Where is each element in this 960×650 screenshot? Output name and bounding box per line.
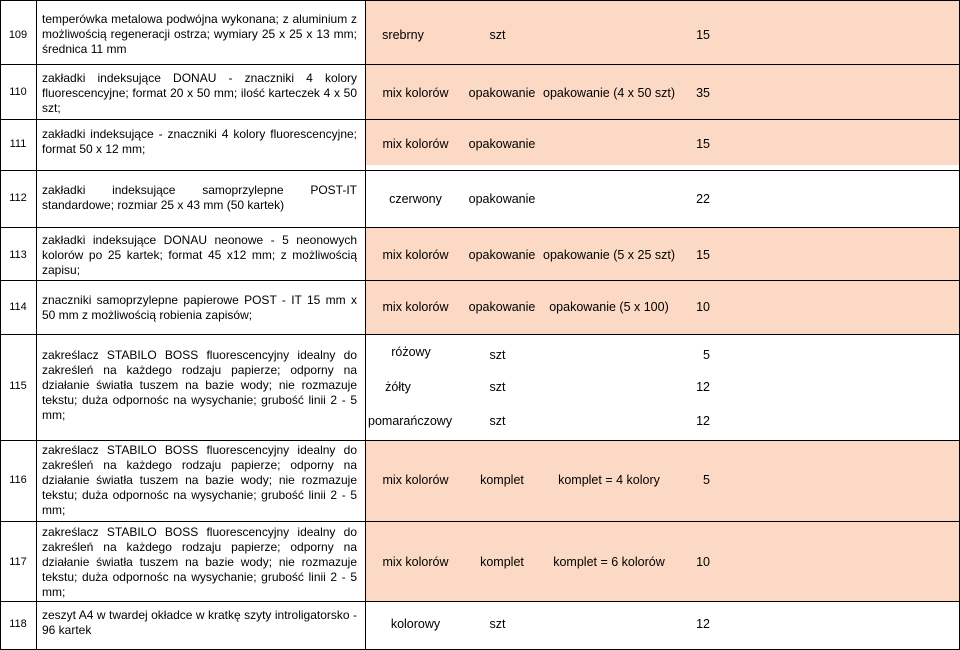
item-quantity: 12 bbox=[696, 380, 710, 394]
item-color: kolorowy bbox=[390, 617, 441, 631]
item-unit: szt bbox=[489, 414, 506, 428]
item-color: różowy bbox=[391, 345, 431, 359]
item-packaging: opakowanie (4 x 50 szt) bbox=[543, 86, 676, 100]
item-quantity: 5 bbox=[703, 473, 710, 487]
item-unit: komplet bbox=[480, 555, 524, 569]
item-unit: opakowanie bbox=[468, 137, 536, 151]
item-unit: szt bbox=[489, 348, 506, 362]
item-quantity: 35 bbox=[696, 86, 710, 100]
item-unit: szt bbox=[489, 380, 506, 394]
item-description: zakładki indeksujące - znaczniki 4 kolory fluorescencyjne; format 50 x 12 mm; bbox=[42, 127, 357, 156]
item-unit: opakowanie bbox=[468, 86, 536, 100]
row-number: 111 bbox=[9, 138, 27, 150]
item-unit: szt bbox=[489, 617, 506, 631]
row-number: 110 bbox=[9, 86, 27, 98]
item-description: temperówka metalowa podwójna wykonana; z aluminium z możliwością regeneracji ostrza; wymiary 25 x 25 x 13 mm; średnica 11 mm bbox=[42, 12, 357, 56]
row-number: 117 bbox=[9, 556, 27, 568]
row-number: 114 bbox=[9, 301, 27, 313]
item-quantity: 22 bbox=[696, 192, 710, 206]
item-packaging: opakowanie (5 x 25 szt) bbox=[543, 248, 676, 262]
item-color: mix kolorów bbox=[382, 300, 449, 314]
highlight-block bbox=[365, 227, 960, 335]
item-quantity: 5 bbox=[703, 348, 710, 362]
item-description: zakreślacz STABILO BOSS fluorescencyjny idealny do zakreśleń na każdego rodzaju papierze; odporny na działanie światła tuszem na bazie wody; nie rozmazuje tekstu; duża odpornośc na wysychanie; grubość linii 2 - 5 mm; bbox=[42, 525, 357, 599]
item-color: czerwony bbox=[389, 192, 442, 206]
item-unit: opakowanie bbox=[468, 248, 536, 262]
item-quantity: 10 bbox=[696, 555, 710, 569]
item-unit: opakowanie bbox=[468, 192, 536, 206]
item-color: mix kolorów bbox=[382, 137, 449, 151]
item-quantity: 12 bbox=[696, 617, 710, 631]
item-quantity: 12 bbox=[696, 414, 710, 428]
item-description: znaczniki samoprzylepne papierowe POST - IT 15 mm x 50 mm z możliwością robienia zapisów; bbox=[42, 293, 357, 322]
item-description: zeszyt A4 w twardej okładce w kratkę szyty introligatorsko - 96 kartek bbox=[42, 608, 357, 637]
item-color: mix kolorów bbox=[382, 555, 449, 569]
item-description: zakładki indeksujące DONAU - znaczniki 4 kolory fluorescencyjne; format 20 x 50 mm; ilość karteczek 4 x 50 szt; bbox=[42, 71, 357, 115]
row-number: 115 bbox=[9, 380, 27, 392]
item-description: zakreślacz STABILO BOSS fluorescencyjny idealny do zakreśleń na każdego rodzaju papierze; odporny na działanie światła tuszem na bazie wody; nie rozmazuje tekstu; duża odpornośc na wysychanie; grubość linii 2 - 5 mm; bbox=[42, 348, 357, 422]
row-number: 112 bbox=[9, 192, 27, 204]
item-packaging: opakowanie (5 x 100) bbox=[549, 300, 669, 314]
item-packaging: komplet = 4 kolory bbox=[558, 473, 660, 487]
row-number: 109 bbox=[8, 29, 28, 41]
item-unit: komplet bbox=[480, 473, 524, 487]
item-color: srebrny bbox=[382, 28, 424, 42]
item-color: mix kolorów bbox=[382, 473, 449, 487]
item-color: mix kolorów bbox=[382, 86, 449, 100]
item-unit: szt bbox=[489, 28, 506, 42]
row-number: 118 bbox=[9, 618, 27, 630]
item-quantity: 10 bbox=[696, 300, 710, 314]
item-unit: opakowanie bbox=[468, 300, 536, 314]
item-description: zakładki indeksujące samoprzylepne POST-IT standardowe; rozmiar 25 x 43 mm (50 kartek) bbox=[42, 183, 357, 212]
item-color: pomarańczowy bbox=[368, 414, 453, 428]
item-description: zakreślacz STABILO BOSS fluorescencyjny idealny do zakreśleń na każdego rodzaju papierze; odporny na działanie światła tuszem na bazie wody; nie rozmazuje tekstu; duża odpornośc na wysychanie; grubość linii 2 - 5 mm; bbox=[42, 443, 357, 517]
item-description: zakładki indeksujące DONAU neonowe - 5 neonowych kolorów po 25 kartek; format 45 x12 mm; z możliwością zapisu; bbox=[42, 233, 357, 277]
item-color: mix kolorów bbox=[382, 248, 449, 262]
item-packaging: komplet = 6 kolorów bbox=[553, 555, 665, 569]
item-quantity: 15 bbox=[696, 137, 710, 151]
item-quantity: 15 bbox=[696, 28, 710, 42]
item-quantity: 15 bbox=[696, 248, 710, 262]
row-number: 113 bbox=[9, 249, 27, 261]
row-number: 116 bbox=[9, 474, 27, 486]
item-color: żółty bbox=[385, 380, 411, 394]
